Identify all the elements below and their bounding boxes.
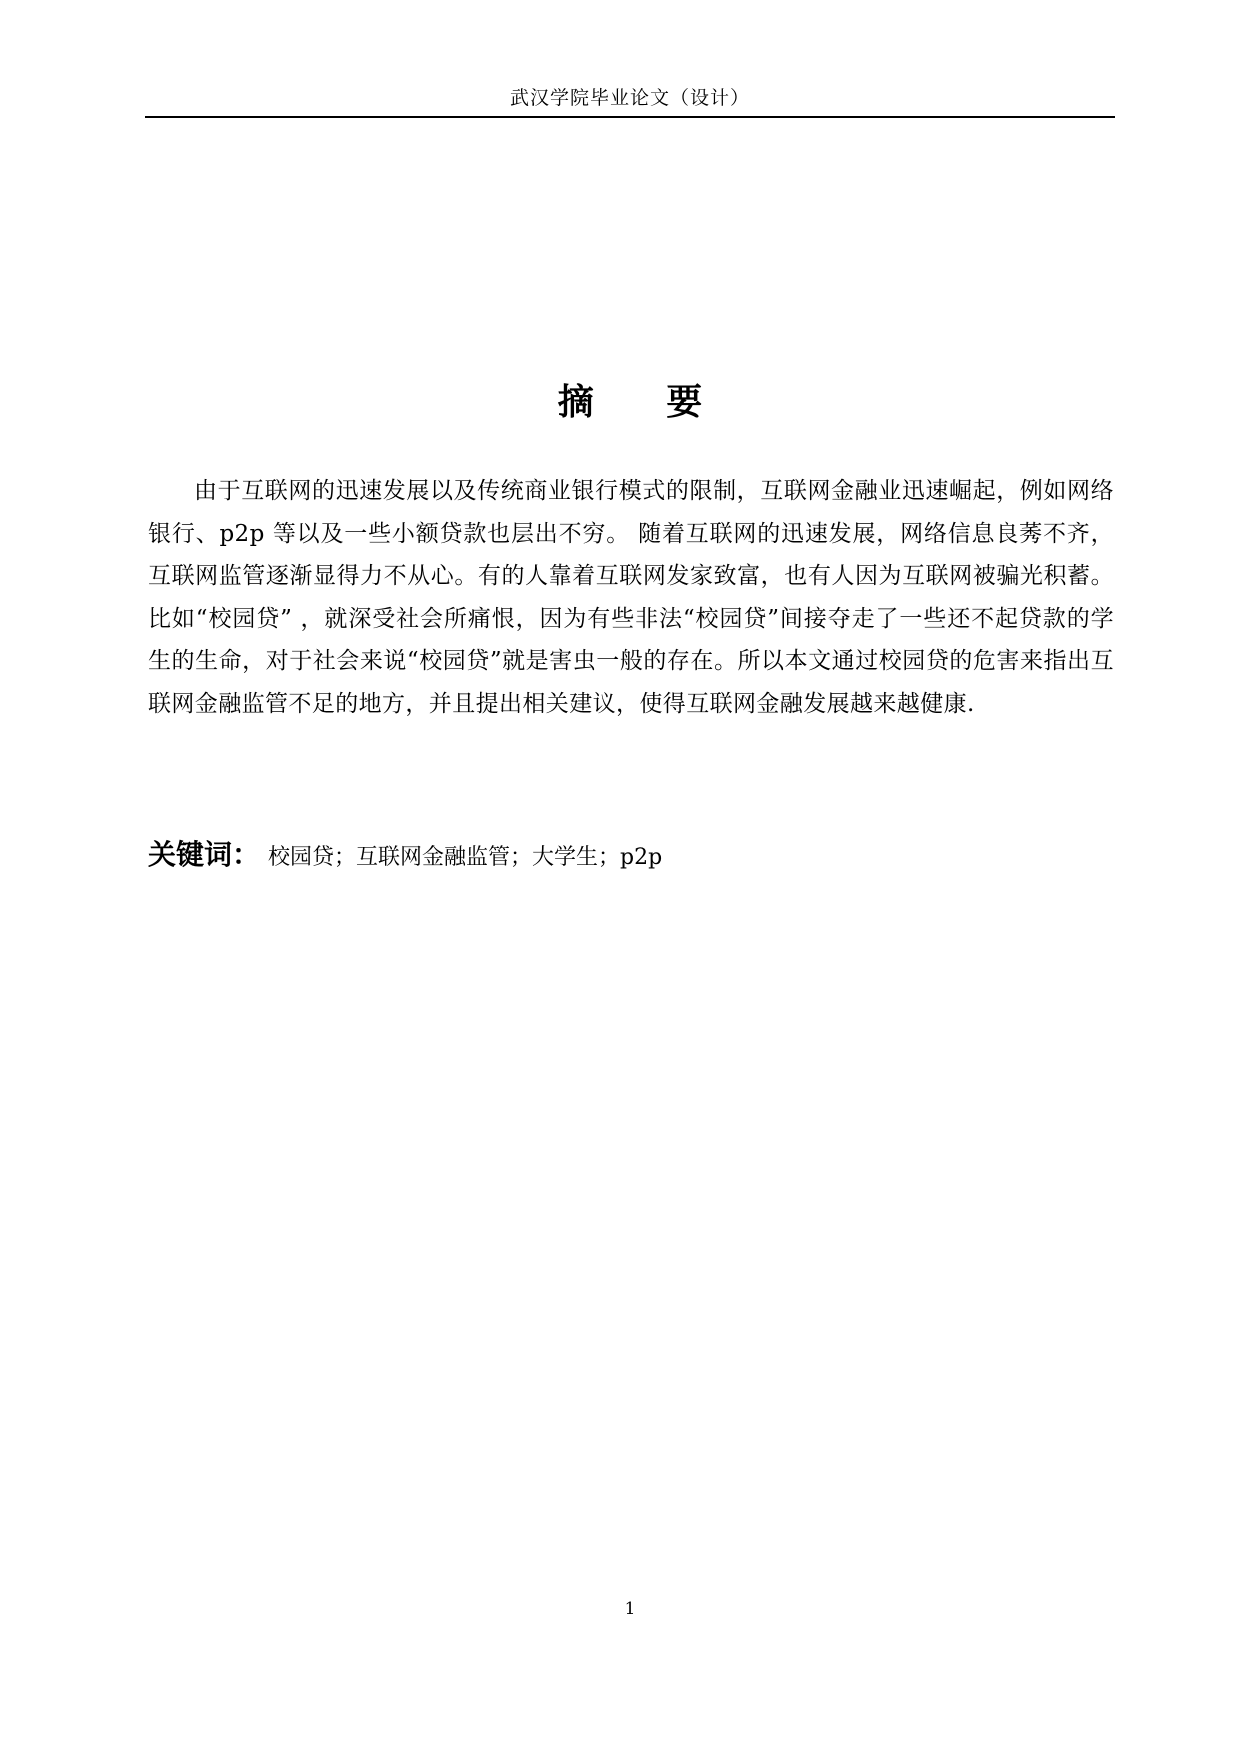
abstract-body: 由于互联网的迅速发展以及传统商业银行模式的限制，互联网金融业迅速崛起，例如网络银行、p2p 等以及一些小额贷款也层出不穷。 随着互联网的迅速发展，网络信息良莠不齐，互联网监管逐渐显得力不从心。有的人靠着互联网发家致富，也有人因为互联网被骗光积蓄。比如“校园贷” ，就深受社会所痛恨，因为有些非法“校园贷”间接夺走了一些还不起贷款的学生的生命，对于社会来说“校园贷”就是害虫一般的存在。所以本文通过校园贷的危害来指出互联网金融监管不足的地方，并且提出相关建议，使得互联网金融发展越来越健康. [148, 478, 1114, 717]
header-rule [145, 116, 1115, 118]
page-header: 武汉学院毕业论文（设计） [509, 87, 750, 109]
keywords-line [148, 833, 1114, 881]
abstract-title: 摘 要 [557, 381, 733, 423]
keywords-value: 校园贷；互联网金融监管；大学生；p2p [268, 845, 663, 870]
page-number: 1 [624, 1599, 636, 1619]
keywords-label: 关键词： [148, 838, 261, 871]
